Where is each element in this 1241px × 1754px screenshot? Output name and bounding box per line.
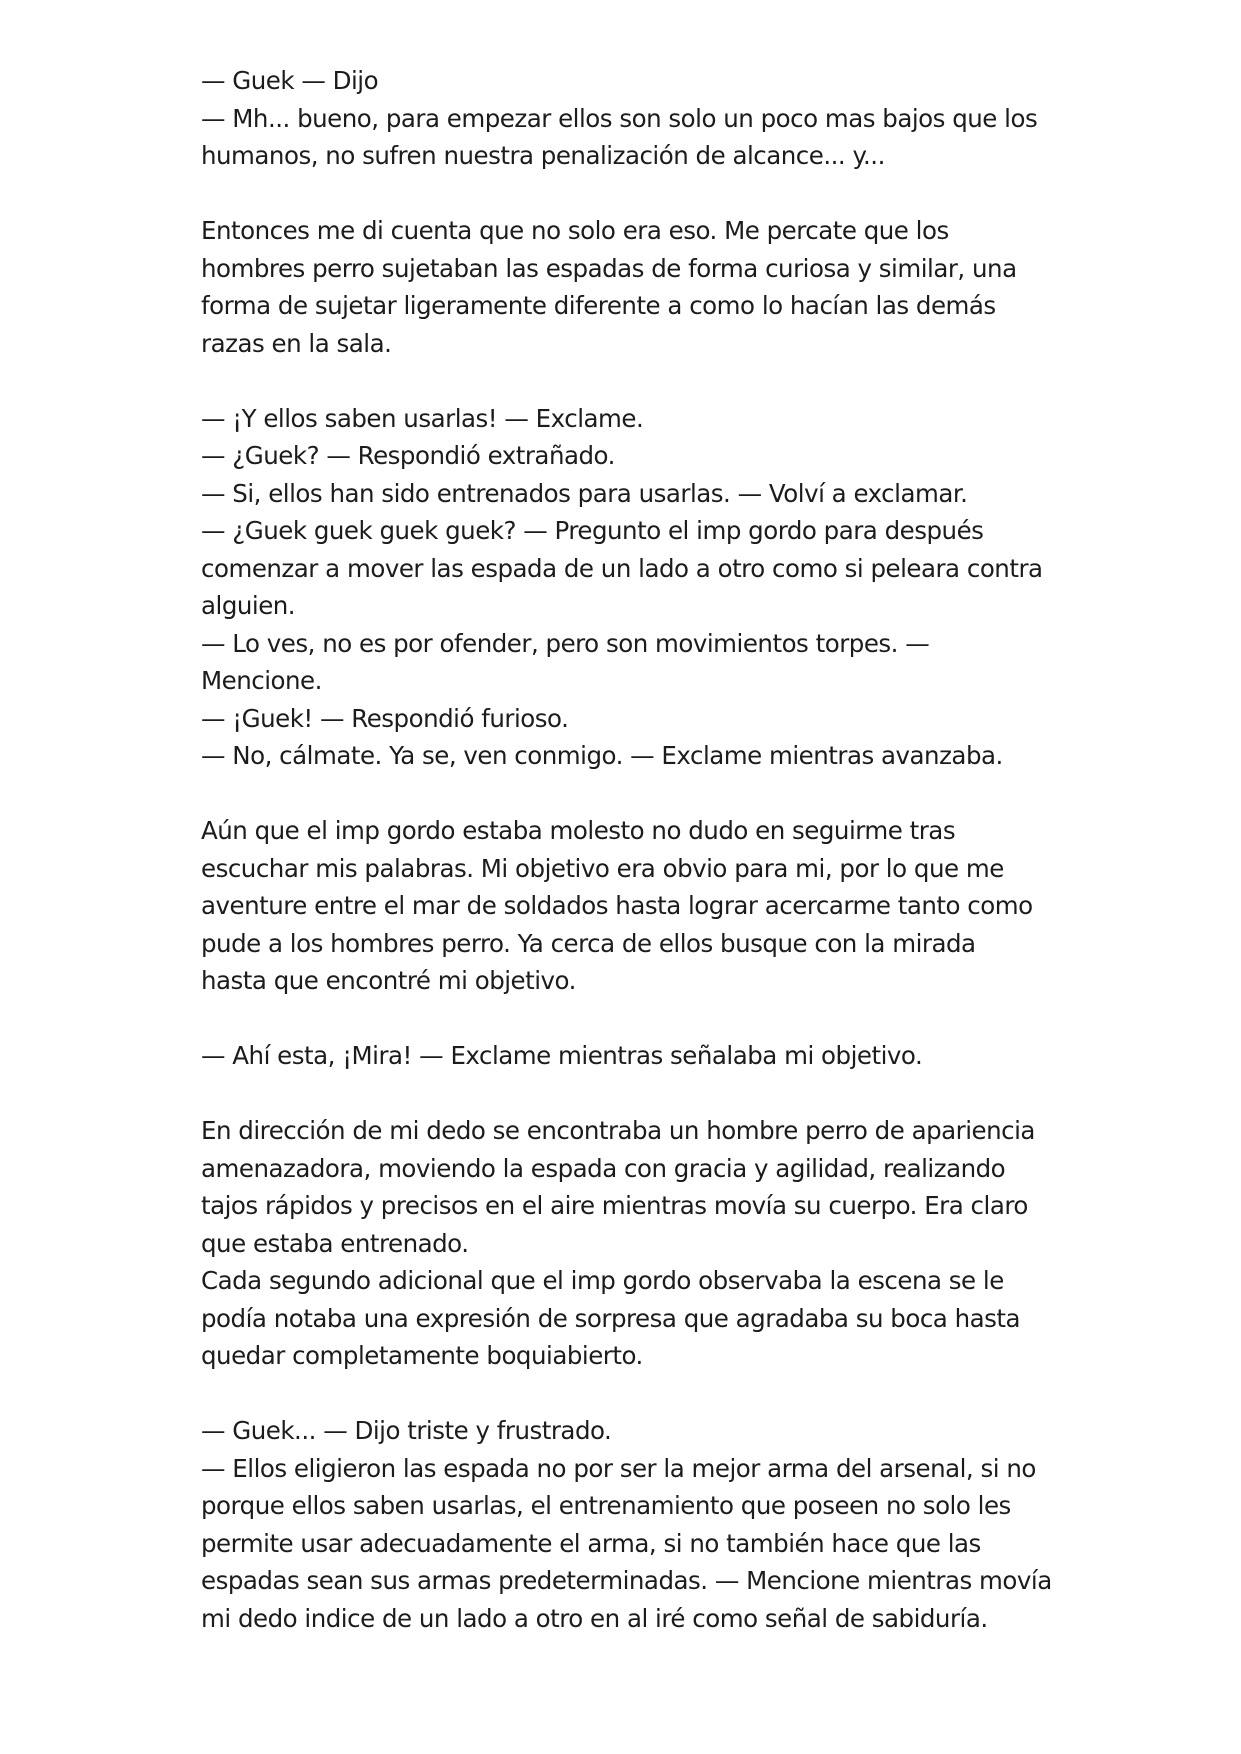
- text-line: comenzar a mover las espada de un lado a otro como si peleara contra: [201, 553, 1043, 583]
- text-line: forma de sujetar ligeramente diferente a como lo hacían las demás: [201, 291, 996, 320]
- text-line: — No, cálmate. Ya se, ven conmigo. — Exclame mientras avanzaba.: [201, 741, 1003, 770]
- text-line: — Ahí esta, ¡Mira! — Exclame mientras señalaba mi objetivo.: [201, 1041, 923, 1070]
- text-line: pude a los hombres perro. Ya cerca de ellos busque con la mirada: [201, 928, 976, 958]
- text-line: escuchar mis palabras. Mi objetivo era obvio para mi, por lo que me: [201, 853, 1004, 883]
- paragraph-gap: [201, 1000, 1061, 1038]
- text-line: aventure entre el mar de soldados hasta lograr acercarme tanto como: [201, 891, 1033, 920]
- text-line: porque ellos saben usarlas, el entrenamiento que poseen no solo les: [201, 1491, 1011, 1520]
- text-line: que estaba entrenado.: [201, 1228, 469, 1258]
- document-body: [201, 62, 1061, 1637]
- text-line: — Guek... — Dijo triste y frustrado.: [201, 1416, 612, 1445]
- text-line: — Si, ellos han sido entrenados para usarlas. — Volví a exclamar.: [201, 478, 968, 508]
- paragraph-gap: [201, 362, 1061, 400]
- text-line: razas en la sala.: [201, 328, 392, 358]
- text-line: — ¡Guek! — Respondió furioso.: [201, 703, 569, 733]
- text-line: Aún que el imp gordo estaba molesto no dudo en seguirme tras: [201, 816, 956, 845]
- text-line: Entonces me di cuenta que no solo era eso. Me percate que los: [201, 216, 949, 245]
- text-line: — Mh... bueno, para empezar ellos son solo un poco mas bajos que los: [201, 103, 1038, 133]
- text-line: — ¡Y ellos saben usarlas! — Exclame.: [201, 403, 644, 433]
- text-line: hombres perro sujetaban las espadas de forma curiosa y similar, una: [201, 253, 1017, 283]
- text-line: alguien.: [201, 591, 296, 620]
- paragraph-gap: [201, 1375, 1061, 1413]
- text-line: — ¿Guek? — Respondió extrañado.: [201, 441, 615, 470]
- paragraph-gap: [201, 775, 1061, 813]
- text-line: permite usar adecuadamente el arma, si no también hace que las: [201, 1528, 981, 1558]
- text-line: mi dedo indice de un lado a otro en al iré como señal de sabiduría.: [201, 1603, 988, 1633]
- text-line: podía notaba una expresión de sorpresa que agradaba su boca hasta: [201, 1303, 1021, 1333]
- text-line: — Guek — Dijo: [201, 66, 379, 95]
- text-line: tajos rápidos y precisos en el aire mientras movía su cuerpo. Era claro: [201, 1191, 1028, 1220]
- text-line: Cada segundo adicional que el imp gordo observaba la escena se le: [201, 1266, 1004, 1295]
- text-line: Mencione.: [201, 666, 322, 695]
- paragraph-gap: [201, 175, 1061, 213]
- text-line: — Lo ves, no es por ofender, pero son movimientos torpes. —: [201, 628, 930, 658]
- text-line: hasta que encontré mi objetivo.: [201, 966, 576, 995]
- text-line: espadas sean sus armas predeterminadas. — Mencione mientras movía: [201, 1566, 1052, 1595]
- text-line: — ¿Guek guek guek guek? — Pregunto el imp gordo para después: [201, 516, 984, 545]
- text-line: humanos, no sufren nuestra penalización de alcance... y...: [201, 141, 885, 170]
- paragraph-gap: [201, 1075, 1061, 1113]
- text-line: quedar completamente boquiabierto.: [201, 1341, 643, 1370]
- text-line: En dirección de mi dedo se encontraba un hombre perro de apariencia: [201, 1116, 1035, 1145]
- text-line: — Ellos eligieron las espada no por ser la mejor arma del arsenal, si no: [201, 1453, 1036, 1483]
- text-line: amenazadora, moviendo la espada con gracia y agilidad, realizando: [201, 1153, 1006, 1183]
